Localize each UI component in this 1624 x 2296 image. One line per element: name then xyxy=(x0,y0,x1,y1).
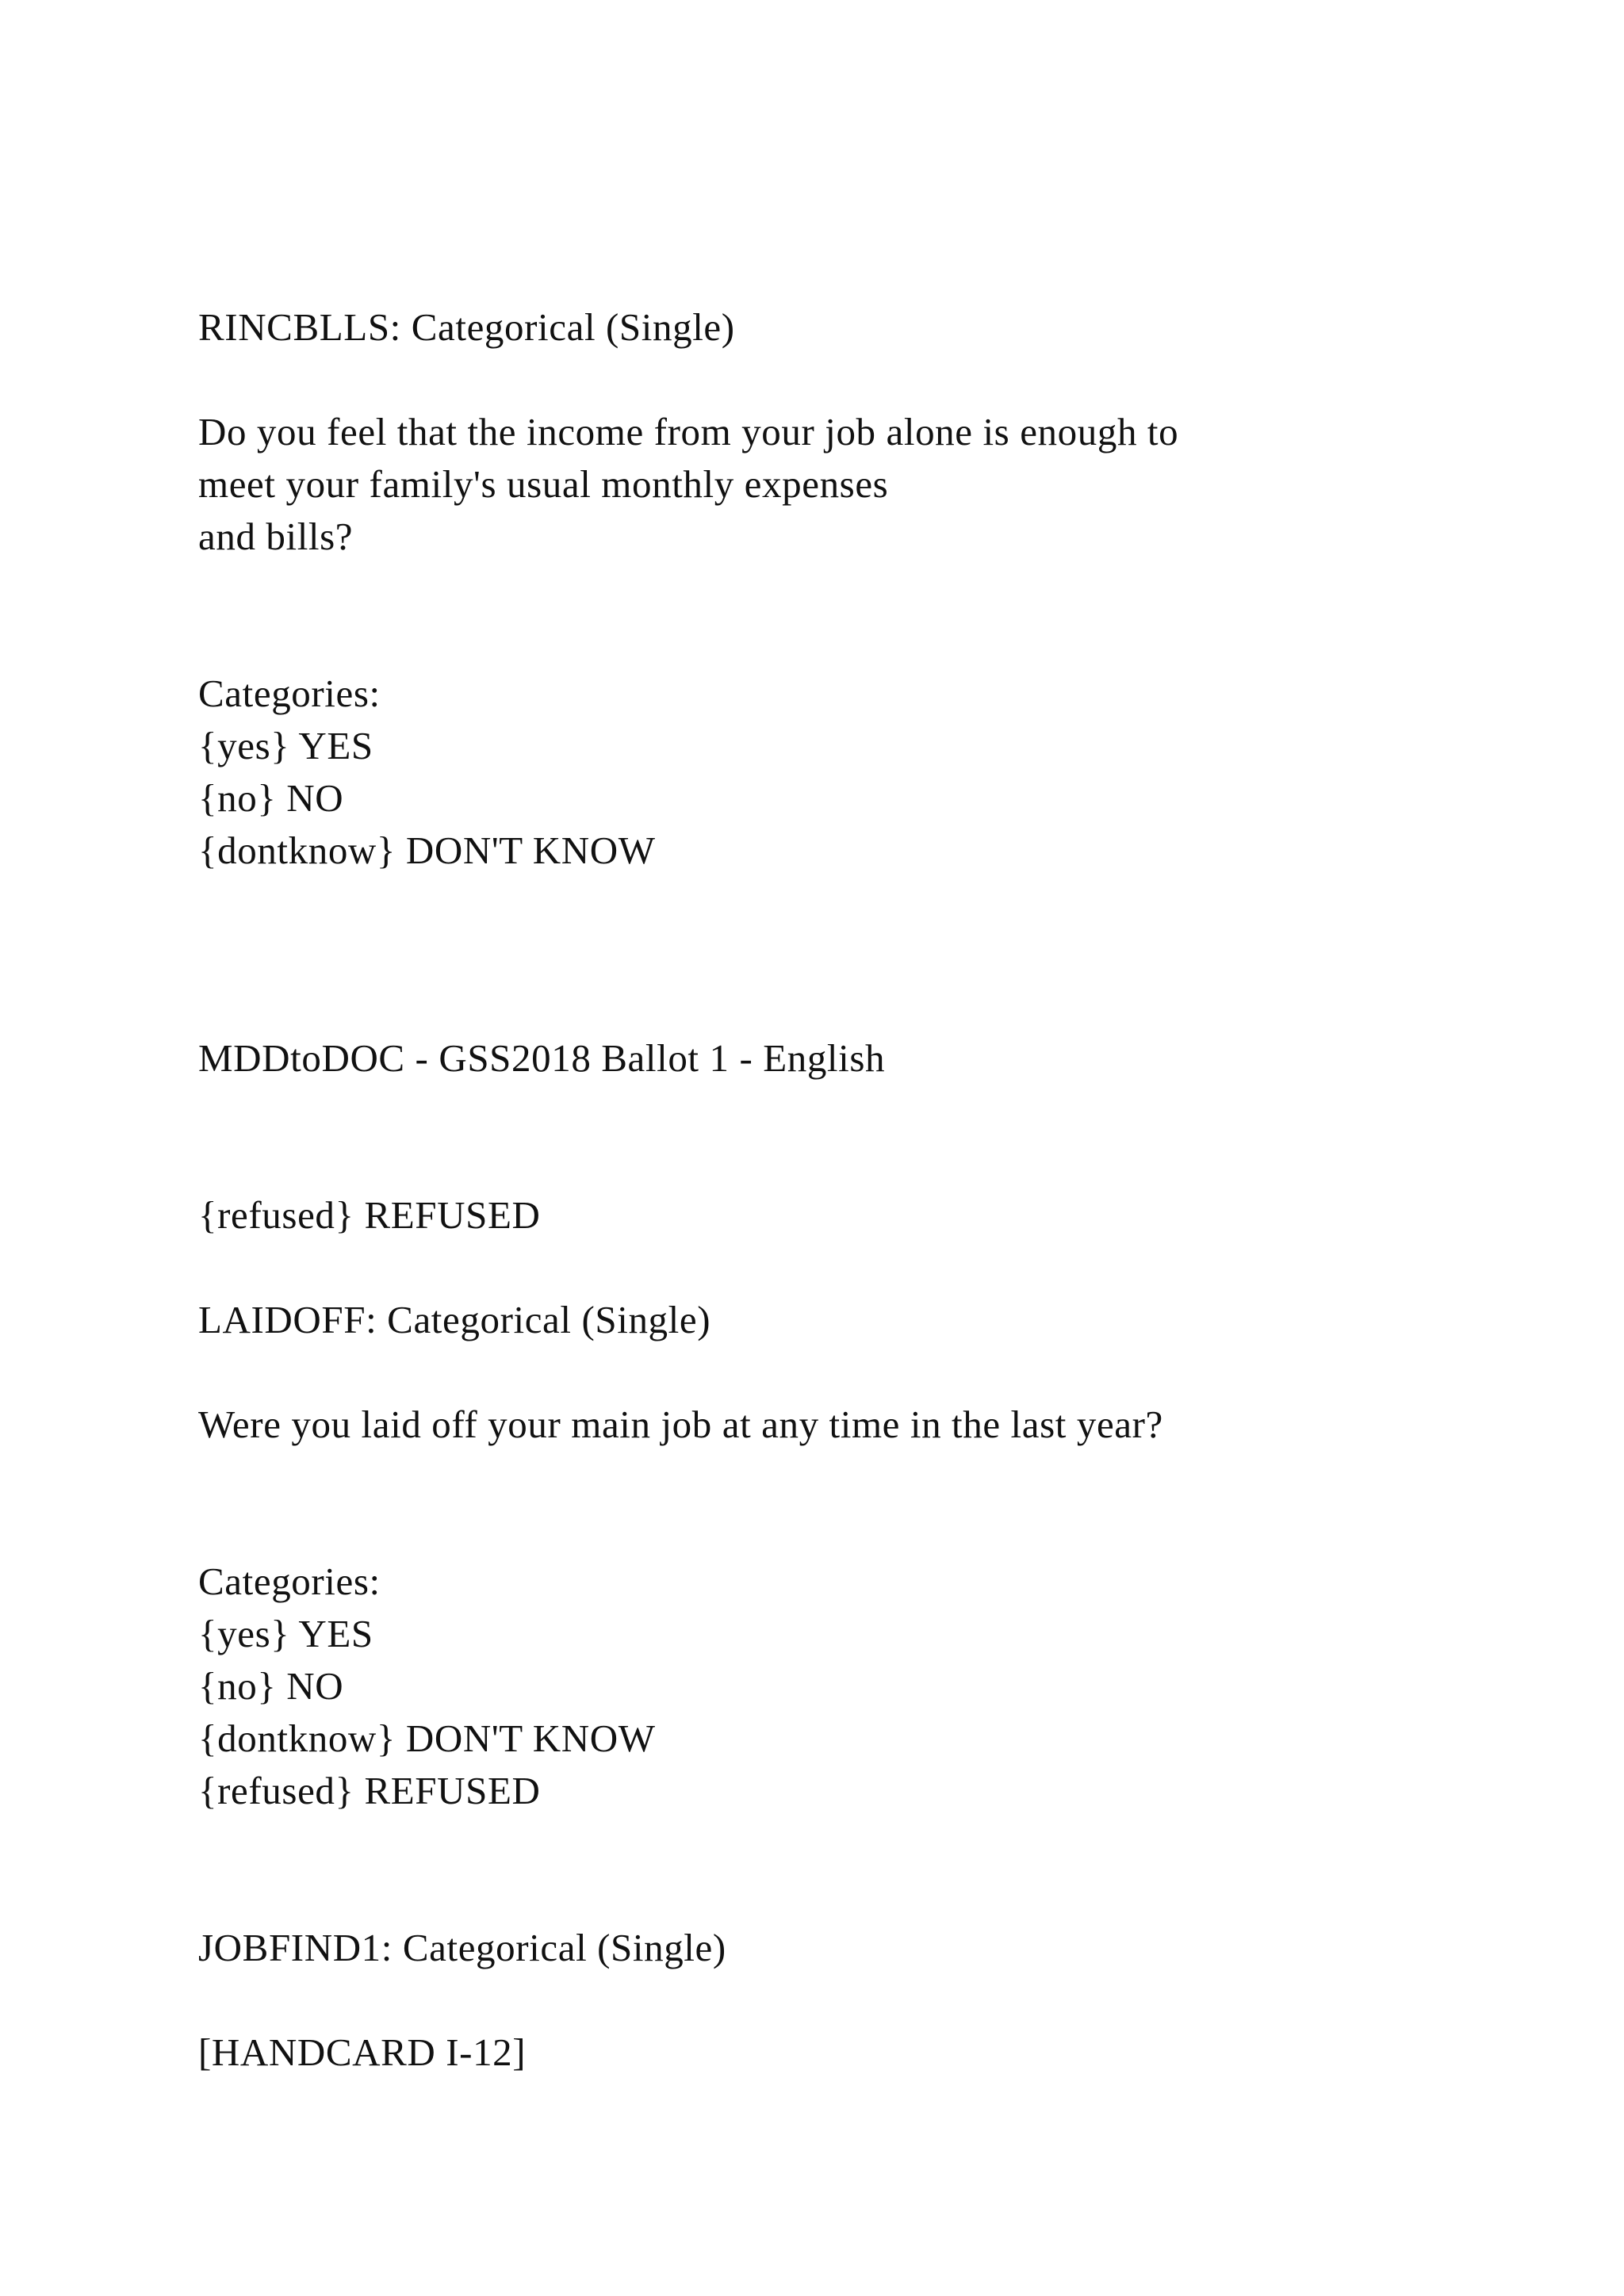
page-running-header: MDDtoDOC - GSS2018 Ballot 1 - English xyxy=(198,1036,886,1080)
category-yes: {yes} YES xyxy=(198,724,373,767)
question-text-line-3: and bills? xyxy=(198,515,354,558)
category-dontknow-laidoff: {dontknow} DON'T KNOW xyxy=(198,1716,656,1760)
category-no: {no} NO xyxy=(198,776,344,820)
categories-label-laidoff: Categories: xyxy=(198,1559,381,1603)
question-header-laidoff: LAIDOFF: Categorical (Single) xyxy=(198,1298,711,1341)
question-header-rincblls: RINCBLLS: Categorical (Single) xyxy=(198,305,735,349)
categories-label: Categories: xyxy=(198,672,381,715)
category-no-laidoff: {no} NO xyxy=(198,1664,344,1708)
handcard-reference: [HANDCARD I-12] xyxy=(198,2030,527,2074)
document-page xyxy=(198,0,1546,2296)
category-refused-laidoff: {refused} REFUSED xyxy=(198,1769,541,1812)
category-refused: {refused} REFUSED xyxy=(198,1193,541,1237)
category-yes-laidoff: {yes} YES xyxy=(198,1612,373,1655)
question-text-line-2: meet your family's usual monthly expenses xyxy=(198,462,889,506)
question-text-line-1: Do you feel that the income from your job alone is enough to xyxy=(198,410,1179,453)
question-header-jobfind1: JOBFIND1: Categorical (Single) xyxy=(198,1926,726,1969)
question-text-laidoff: Were you laid off your main job at any time in the last year? xyxy=(198,1402,1163,1446)
category-dontknow: {dontknow} DON'T KNOW xyxy=(198,828,656,872)
